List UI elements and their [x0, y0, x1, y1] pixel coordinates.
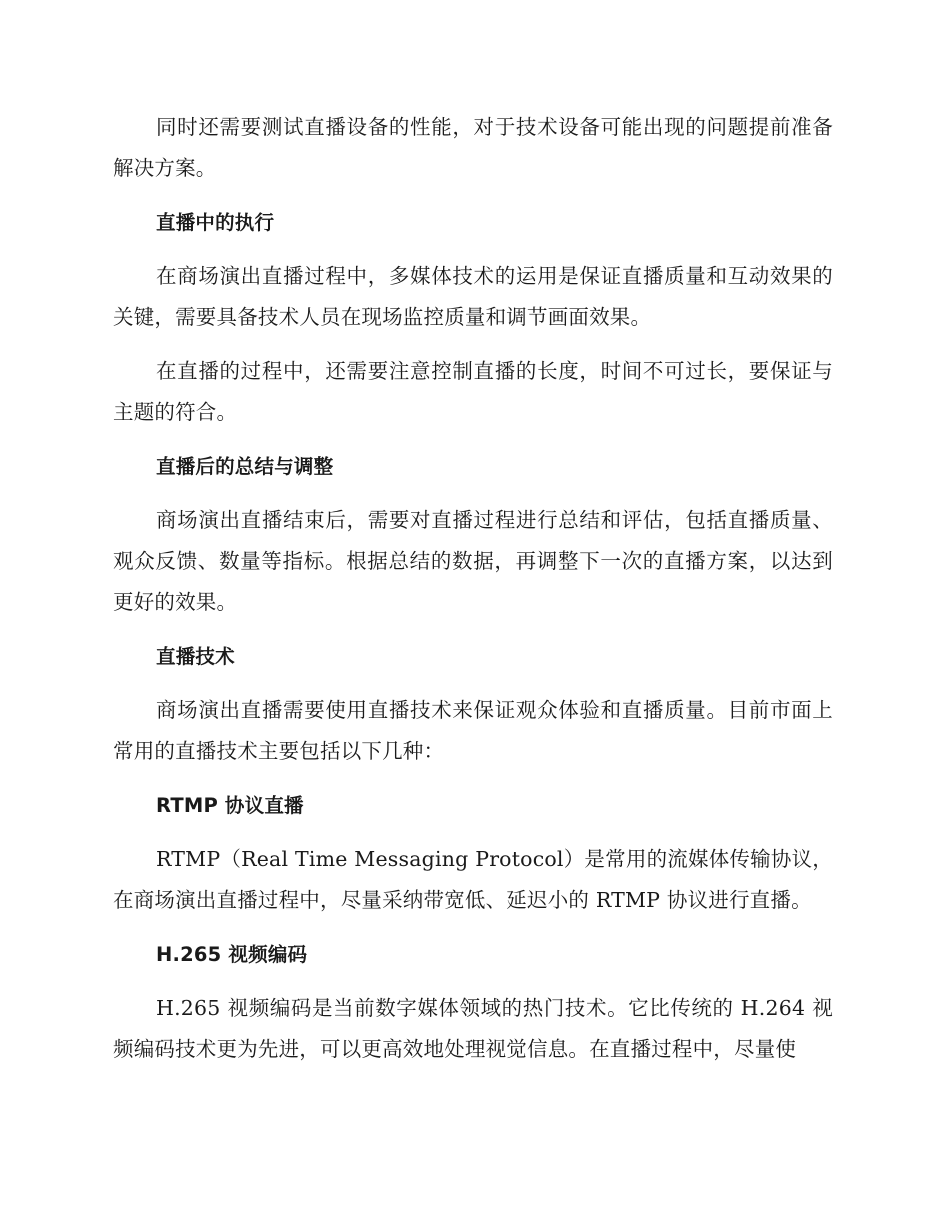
heading-summary-adjustment: 直播后的总结与调整 [156, 455, 334, 478]
spacer [113, 433, 833, 446]
paragraph-post-live-review: 商场演出直播结束后，需要对直播过程进行总结和评估，包括直播质量、观众反馈、数量等指标。根据总结的数据，再调整下一次的直播方案，以达到更好的效果。 [113, 508, 833, 614]
paragraph-tech-overview: 商场演出直播需要使用直播技术来保证观众体验和直播质量。目前市面上常用的直播技术主要包括以下几种： [113, 698, 833, 763]
spacer [113, 487, 833, 500]
spacer [113, 338, 833, 351]
paragraph-h265: H.265 视频编码是当前数字媒体领域的热门技术。它比传统的 H.264 视频编码技术更为先进，可以更高效地处理视觉信息。在直播过程中，尽量使 [113, 996, 833, 1061]
spacer [113, 921, 833, 934]
spacer [113, 677, 833, 690]
paragraph-device-testing: 同时还需要测试直播设备的性能，对于技术设备可能出现的问题提前准备解决方案。 [113, 115, 833, 180]
spacer [113, 772, 833, 785]
spacer [113, 243, 833, 256]
spacer [113, 189, 833, 202]
paragraph-rtmp: RTMP（Real Time Messaging Protocol）是常用的流媒体传输协议，在商场演出直播过程中，尽量采纳带宽低、延迟小的 RTMP 协议进行直播。 [113, 847, 833, 912]
spacer [113, 623, 833, 636]
heading-rtmp: RTMP 协议直播 [156, 794, 304, 817]
paragraph-live-duration: 在直播的过程中，还需要注意控制直播的长度，时间不可过长，要保证与主题的符合。 [113, 359, 833, 424]
paragraph-multimedia-usage: 在商场演出直播过程中，多媒体技术的运用是保证直播质量和互动效果的关键，需要具备技术人员在现场监控质量和调节画面效果。 [113, 264, 833, 329]
heading-live-execution: 直播中的执行 [156, 211, 275, 234]
document-page [113, 107, 833, 1070]
spacer [113, 975, 833, 988]
heading-h265: H.265 视频编码 [156, 943, 308, 966]
spacer [113, 826, 833, 839]
heading-live-technology: 直播技术 [156, 645, 235, 668]
